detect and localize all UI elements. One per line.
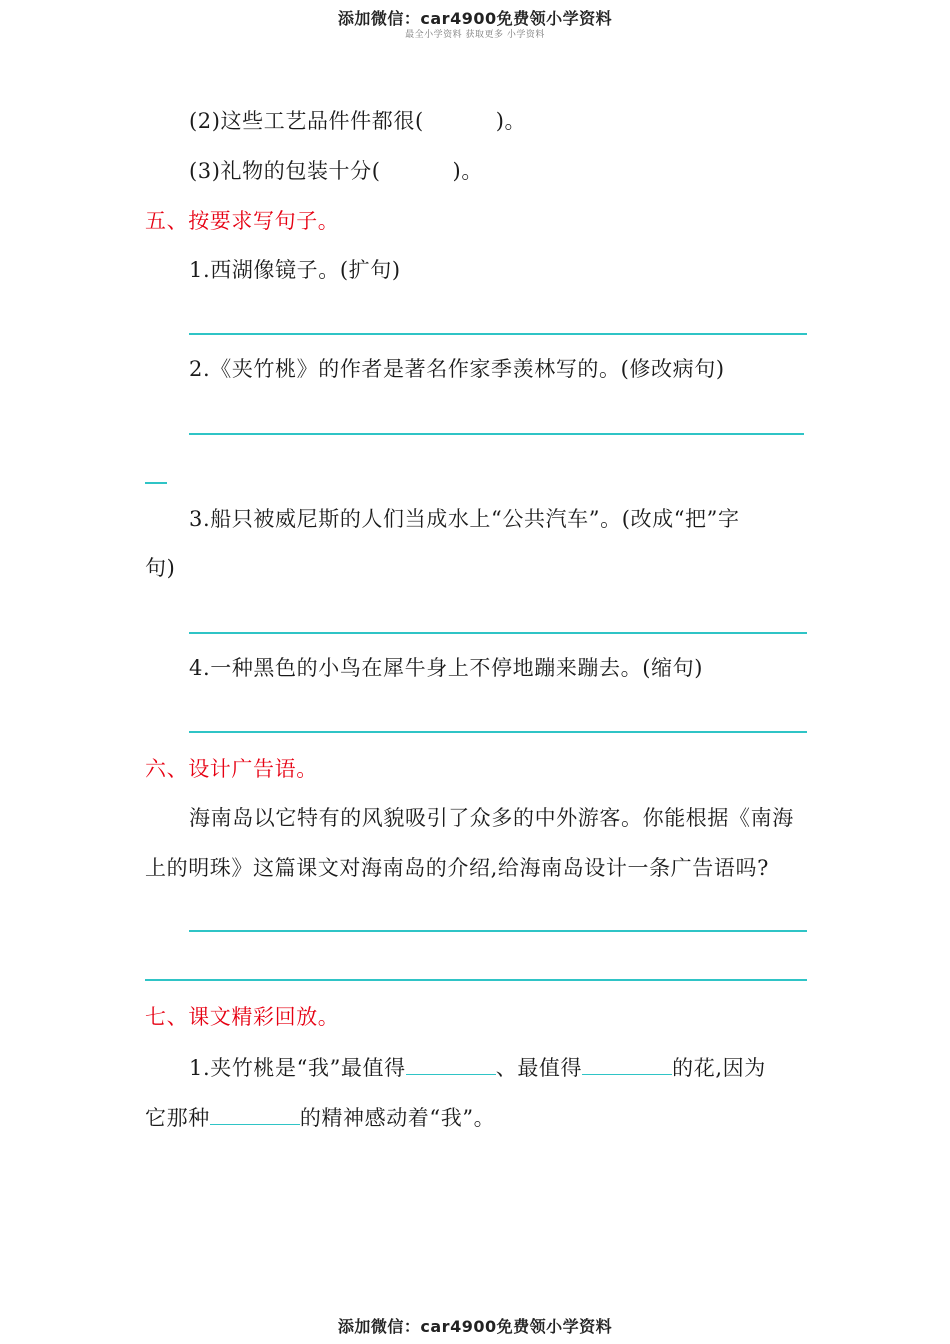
- s7-item-1-text-c: 的花,因为: [672, 1056, 766, 1080]
- q4-item-3-text: (3)礼物的包装十分(: [189, 159, 381, 183]
- s7-item-1-text-a: 1.夹竹桃是“我”最值得: [189, 1056, 406, 1080]
- s6-answer-line-1[interactable]: [189, 930, 807, 932]
- s5-item-4: 4.一种黑色的小鸟在犀牛身上不停地蹦来蹦去。(缩句): [189, 656, 704, 680]
- s5-item-2-answer-line-tail[interactable]: [145, 482, 167, 484]
- s5-item-3-line-2: 句): [145, 556, 176, 580]
- watermark-bottom: 添加微信：car4900免费领小学资料: [337, 1317, 613, 1336]
- watermark-top: 添加微信：car4900免费领小学资料: [337, 9, 613, 28]
- s7-item-1-text-d: 它那种: [145, 1106, 210, 1130]
- s6-paragraph-line-1: 海南岛以它特有的风貌吸引了众多的中外游客。你能根据《南海: [189, 806, 794, 830]
- s7-item-1-line-2: [145, 1102, 495, 1133]
- s5-item-2: 2.《夹竹桃》的作者是著名作家季羡林写的。(修改病句): [189, 357, 725, 381]
- s5-item-3-answer-line[interactable]: [189, 632, 807, 634]
- q4-item-2-close: )。: [495, 109, 527, 133]
- s7-item-1-line-1: [189, 1052, 766, 1083]
- s5-item-2-answer-line[interactable]: [189, 433, 804, 435]
- s7-item-1-blank-1[interactable]: [406, 1052, 496, 1075]
- section-7-title: 七、课文精彩回放。: [145, 1005, 340, 1029]
- s7-item-1-text-b: 、最值得: [495, 1056, 583, 1080]
- section-5-title: 五、按要求写句子。: [145, 209, 340, 233]
- s5-item-3-line-1: 3.船只被威尼斯的人们当成水上“公共汽车”。(改成“把”字: [189, 507, 740, 531]
- q4-item-2-text: (2)这些工艺品件件都很(: [189, 109, 424, 133]
- s7-item-1-blank-3[interactable]: [210, 1102, 300, 1125]
- s5-item-1: 1.西湖像镜子。(扩句): [189, 258, 401, 282]
- q4-item-3: [189, 156, 483, 186]
- s6-answer-line-2[interactable]: [145, 979, 807, 981]
- section-6-title: 六、设计广告语。: [145, 757, 318, 781]
- s5-item-1-answer-line[interactable]: [189, 333, 807, 335]
- s6-paragraph-line-2: 上的明珠》这篇课文对海南岛的介绍,给海南岛设计一条广告语吗?: [145, 856, 769, 880]
- q4-item-2: [189, 106, 526, 136]
- s7-item-1-text-e: 的精神感动着“我”。: [299, 1106, 496, 1130]
- s7-item-1-blank-2[interactable]: [582, 1052, 672, 1075]
- s5-item-4-answer-line[interactable]: [189, 731, 807, 733]
- q4-item-3-close: )。: [452, 159, 483, 183]
- watermark-subtitle: 最全小学资料 获取更多 小学资料: [405, 30, 545, 40]
